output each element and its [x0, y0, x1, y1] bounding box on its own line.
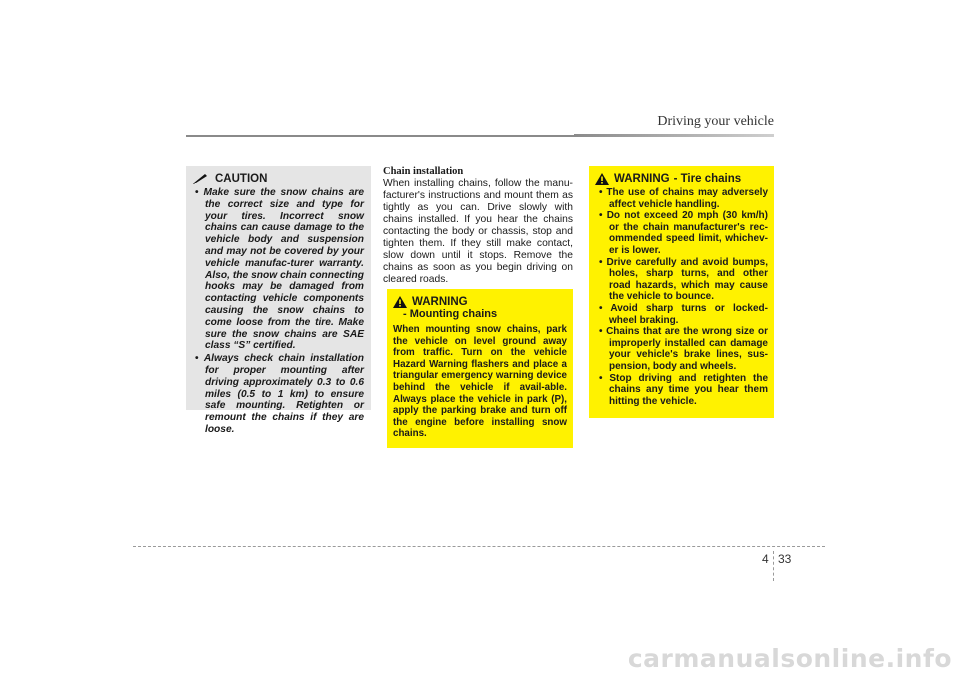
- caution-box: [186, 166, 371, 435]
- list-item: • Always check chain installation for proper mounting after driving approximately 0.3 to 0.6 miles (0.5 to 1 km) to ensure safe mounting. Retighten or remount the chains if they are loose.: [193, 353, 364, 436]
- warning-heading-row: [393, 296, 567, 308]
- warning-subheading: - Tire chains: [673, 173, 742, 185]
- pencil-icon: [193, 174, 209, 184]
- caution-heading: CAUTION: [215, 173, 268, 185]
- list-item: • Make sure the snow chains are the correct size and type for your tires. Incorrect snow chains can cause damage to the vehicle body and suspension and may not be covered by your vehicle manufac-turer warranty. Also, the snow chain connecting hooks may be damaged from contacting vehicle components causing the snow chains to come loose from the tire. Make sure the snow chains are SAE class “S” certified.: [193, 187, 364, 352]
- watermark: carmanualsonline.info: [627, 644, 952, 673]
- list-item: • Avoid sharp turns or locked-wheel braking.: [595, 303, 768, 326]
- chain-installation-section: [383, 166, 573, 286]
- warning-heading: WARNING: [412, 296, 468, 308]
- warning-triangle-icon: [393, 296, 407, 308]
- page-number: 33: [778, 552, 792, 566]
- warning-triangle-icon: [595, 173, 609, 185]
- warning-box-mounting: [387, 289, 573, 448]
- warning-heading: WARNING: [614, 173, 670, 185]
- header-rule: [186, 135, 774, 137]
- caution-list: [193, 187, 364, 436]
- warning-subheading: - Mounting chains: [403, 308, 498, 320]
- section-title: Chain installation: [383, 166, 464, 177]
- page-header-title: Driving your vehicle: [657, 114, 774, 129]
- footer-rule: [133, 546, 825, 547]
- chapter-number: 4: [762, 552, 769, 566]
- list-item: • Stop driving and retighten the chains any time you hear them hitting the vehicle.: [595, 373, 768, 408]
- warning-heading-row: [595, 173, 768, 185]
- section-body: When installing chains, follow the manu-facturer's instructions and mount them as tightly as you can. Drive slowly with chains installed. If you hear the chains contacting the body or chassis, stop and tighten them. If they still make contact, slow down until it stops. Remove the chains as soon as you begin driving on cleared roads.: [383, 178, 573, 285]
- list-item: • Do not exceed 20 mph (30 km/h) or the chain manufacturer's rec-ommended speed limit, whichev-er is lower.: [595, 210, 768, 256]
- warning-box-tire-chains: [589, 166, 774, 418]
- list-item: • The use of chains may adversely affect vehicle handling.: [595, 187, 768, 210]
- caution-heading-row: [193, 173, 364, 185]
- page-number-divider: [773, 551, 774, 581]
- list-item: • Chains that are the wrong size or improperly installed can damage your vehicle's brake lines, sus-pension, body and wheels.: [595, 326, 768, 372]
- warning-list: [595, 187, 768, 407]
- warning-body: When mounting snow chains, park the vehicle on level ground away from traffic. Turn on the vehicle Hazard Warning flashers and place a triangular emergency warning device behind the vehicle if avail-able. Always place the vehicle in park (P), apply the parking brake and turn off the engine before installing snow chains.: [393, 324, 567, 440]
- list-item: • Drive carefully and avoid bumps, holes, sharp turns, and other road hazards, which may cause the vehicle to bounce.: [595, 257, 768, 303]
